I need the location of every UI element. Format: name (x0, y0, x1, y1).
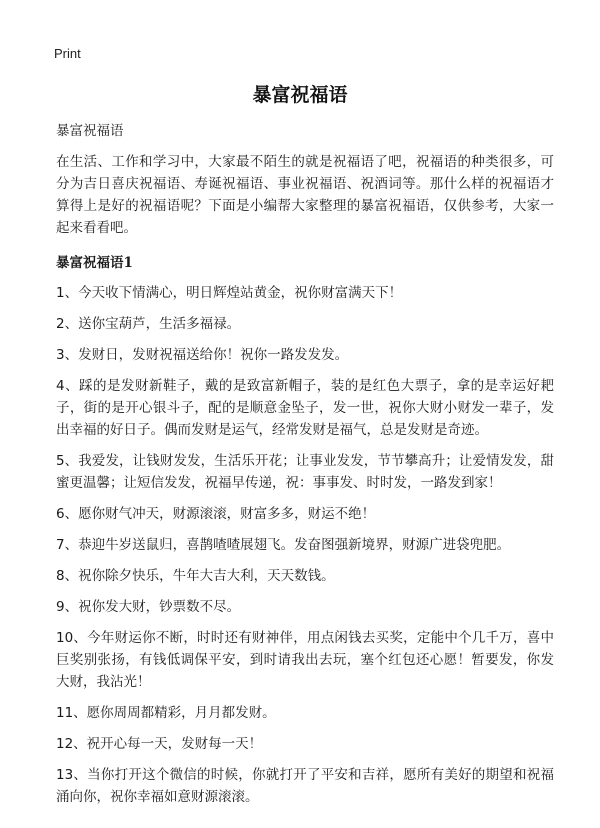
list-item: 2、送你宝葫芦，生活多福禄。 (56, 316, 241, 332)
list-item: 11、愿你周周都精彩，月月都发财。 (56, 705, 276, 721)
section-heading: 暴富祝福语1 (56, 255, 133, 271)
intro-paragraph: 在生活、工作和学习中，大家最不陌生的就是祝福语了吧，祝福语的种类很多，可分为吉日喜庆祝福语、寿诞祝福语、事业祝福语、祝酒词等。那什么样的祝福语才算得上是好的祝福语呢？下面是小编帮大家整理的暴富祝福语，仅供参考，大家一起来看看吧。 (56, 154, 554, 236)
page-title: 暴富祝福语 (252, 84, 348, 106)
list-item: 12、祝开心每一天，发财每一天！ (56, 736, 263, 752)
list-item: 3、发财日，发财祝福送给你！祝你一路发发发。 (56, 347, 349, 363)
document-subtitle: 暴富祝福语 (56, 123, 124, 139)
list-item: 8、祝你除夕快乐，牛年大吉大利，天天数钱。 (56, 568, 335, 584)
list-item: 10、今年财运你不断，时时还有财神伴，用点闲钱去买奖，定能中个几千万，喜中巨奖别张扬，有钱低调保平安，到时请我出去玩，塞个红包还心愿！暂要发，你发大财，我沾光！ (56, 630, 554, 690)
print-label: Print (54, 46, 81, 61)
list-item: 7、恭迎牛岁送鼠归，喜鹊喳喳展翅飞。发奋图强新境界，财源广进袋兜肥。 (56, 537, 511, 553)
list-item: 4、踩的是发财新鞋子，戴的是致富新帽子，装的是红色大票子，拿的是幸运好耙子，街的是开心银斗子，配的是顺意金坠子，发一世，祝你大财小财发一辈子，发出幸福的好日子。偶而发财是运气，经常发财是福气，总是发财是奇迹。 (56, 378, 554, 438)
list-item: 5、我爱发，让钱财发发，生活乐开花；让事业发发，节节攀高升；让爱情发发，甜蜜更温馨；让短信发发，祝福早传递，祝：事事发、时时发，一路发到家！ (56, 453, 554, 491)
list-item: 1、今天收下情满心，明日辉煌站黄金，祝你财富满天下！ (56, 285, 403, 301)
list-item: 9、祝你发大财，钞票数不尽。 (56, 599, 241, 615)
document-body (56, 120, 554, 817)
list-item: 13、当你打开这个微信的时候，你就打开了平安和吉祥，愿所有美好的期望和祝福涌向你，祝你幸福如意财源滚滚。 (56, 767, 554, 805)
list-item: 6、愿你财气冲天，财源滚滚，财富多多，财运不绝！ (56, 506, 376, 522)
